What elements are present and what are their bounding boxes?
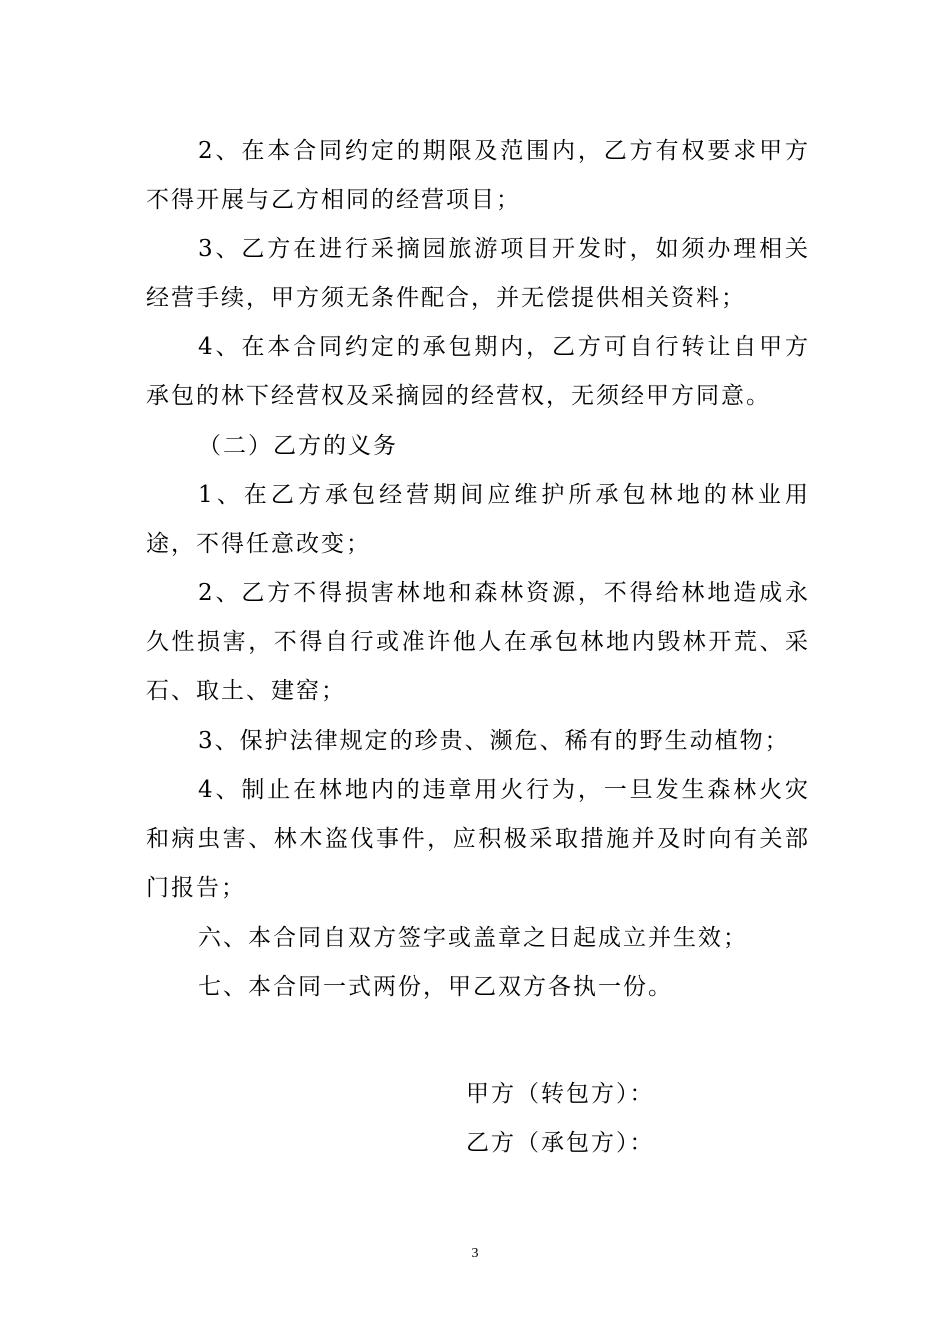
signature-party-b: 乙方（承包方）： — [466, 1130, 655, 1156]
paragraph-right-2: 2、在本合同约定的期限及范围内，乙方有权要求甲方不得开展与乙方相同的经营项目； — [146, 138, 810, 213]
signature-party-a: 甲方（转包方）： — [466, 1081, 655, 1107]
paragraph-obligation-3: 3、保护法律规定的珍贵、濒危、稀有的野生动植物； — [198, 728, 790, 754]
paragraph-obligation-1: 1、在乙方承包经营期间应维护所承包林地的林业用途，不得任意改变； — [146, 482, 810, 557]
paragraph-clause-7: 七、本合同一式两份，甲乙双方各执一份。 — [198, 974, 673, 1000]
paragraph-clause-6: 六、本合同自双方签字或盖章之日起成立并生效； — [198, 925, 748, 951]
paragraph-obligation-4: 4、制止在林地内的违章用火行为，一旦发生森林火灾和病虫害、林木盗伐事件，应积极采取措施并及时向有关部门报告； — [146, 777, 810, 901]
paragraph-obligation-2: 2、乙方不得损害林地和森林资源，不得给林地造成永久性损害，不得自行或准许他人在承包林地内毁林开荒、采石、取土、建窑； — [146, 580, 810, 704]
paragraph-right-4: 4、在本合同约定的承包期内，乙方可自行转让自甲方承包的林下经营权及采摘园的经营权，无须经甲方同意。 — [146, 334, 810, 409]
page-number: 3 — [471, 1246, 479, 1261]
paragraph-right-3: 3、乙方在进行采摘园旅游项目开发时，如须办理相关经营手续，甲方须无条件配合，并无偿提供相关资料； — [146, 236, 810, 311]
section-heading-obligations: （二）乙方的义务 — [198, 433, 398, 459]
